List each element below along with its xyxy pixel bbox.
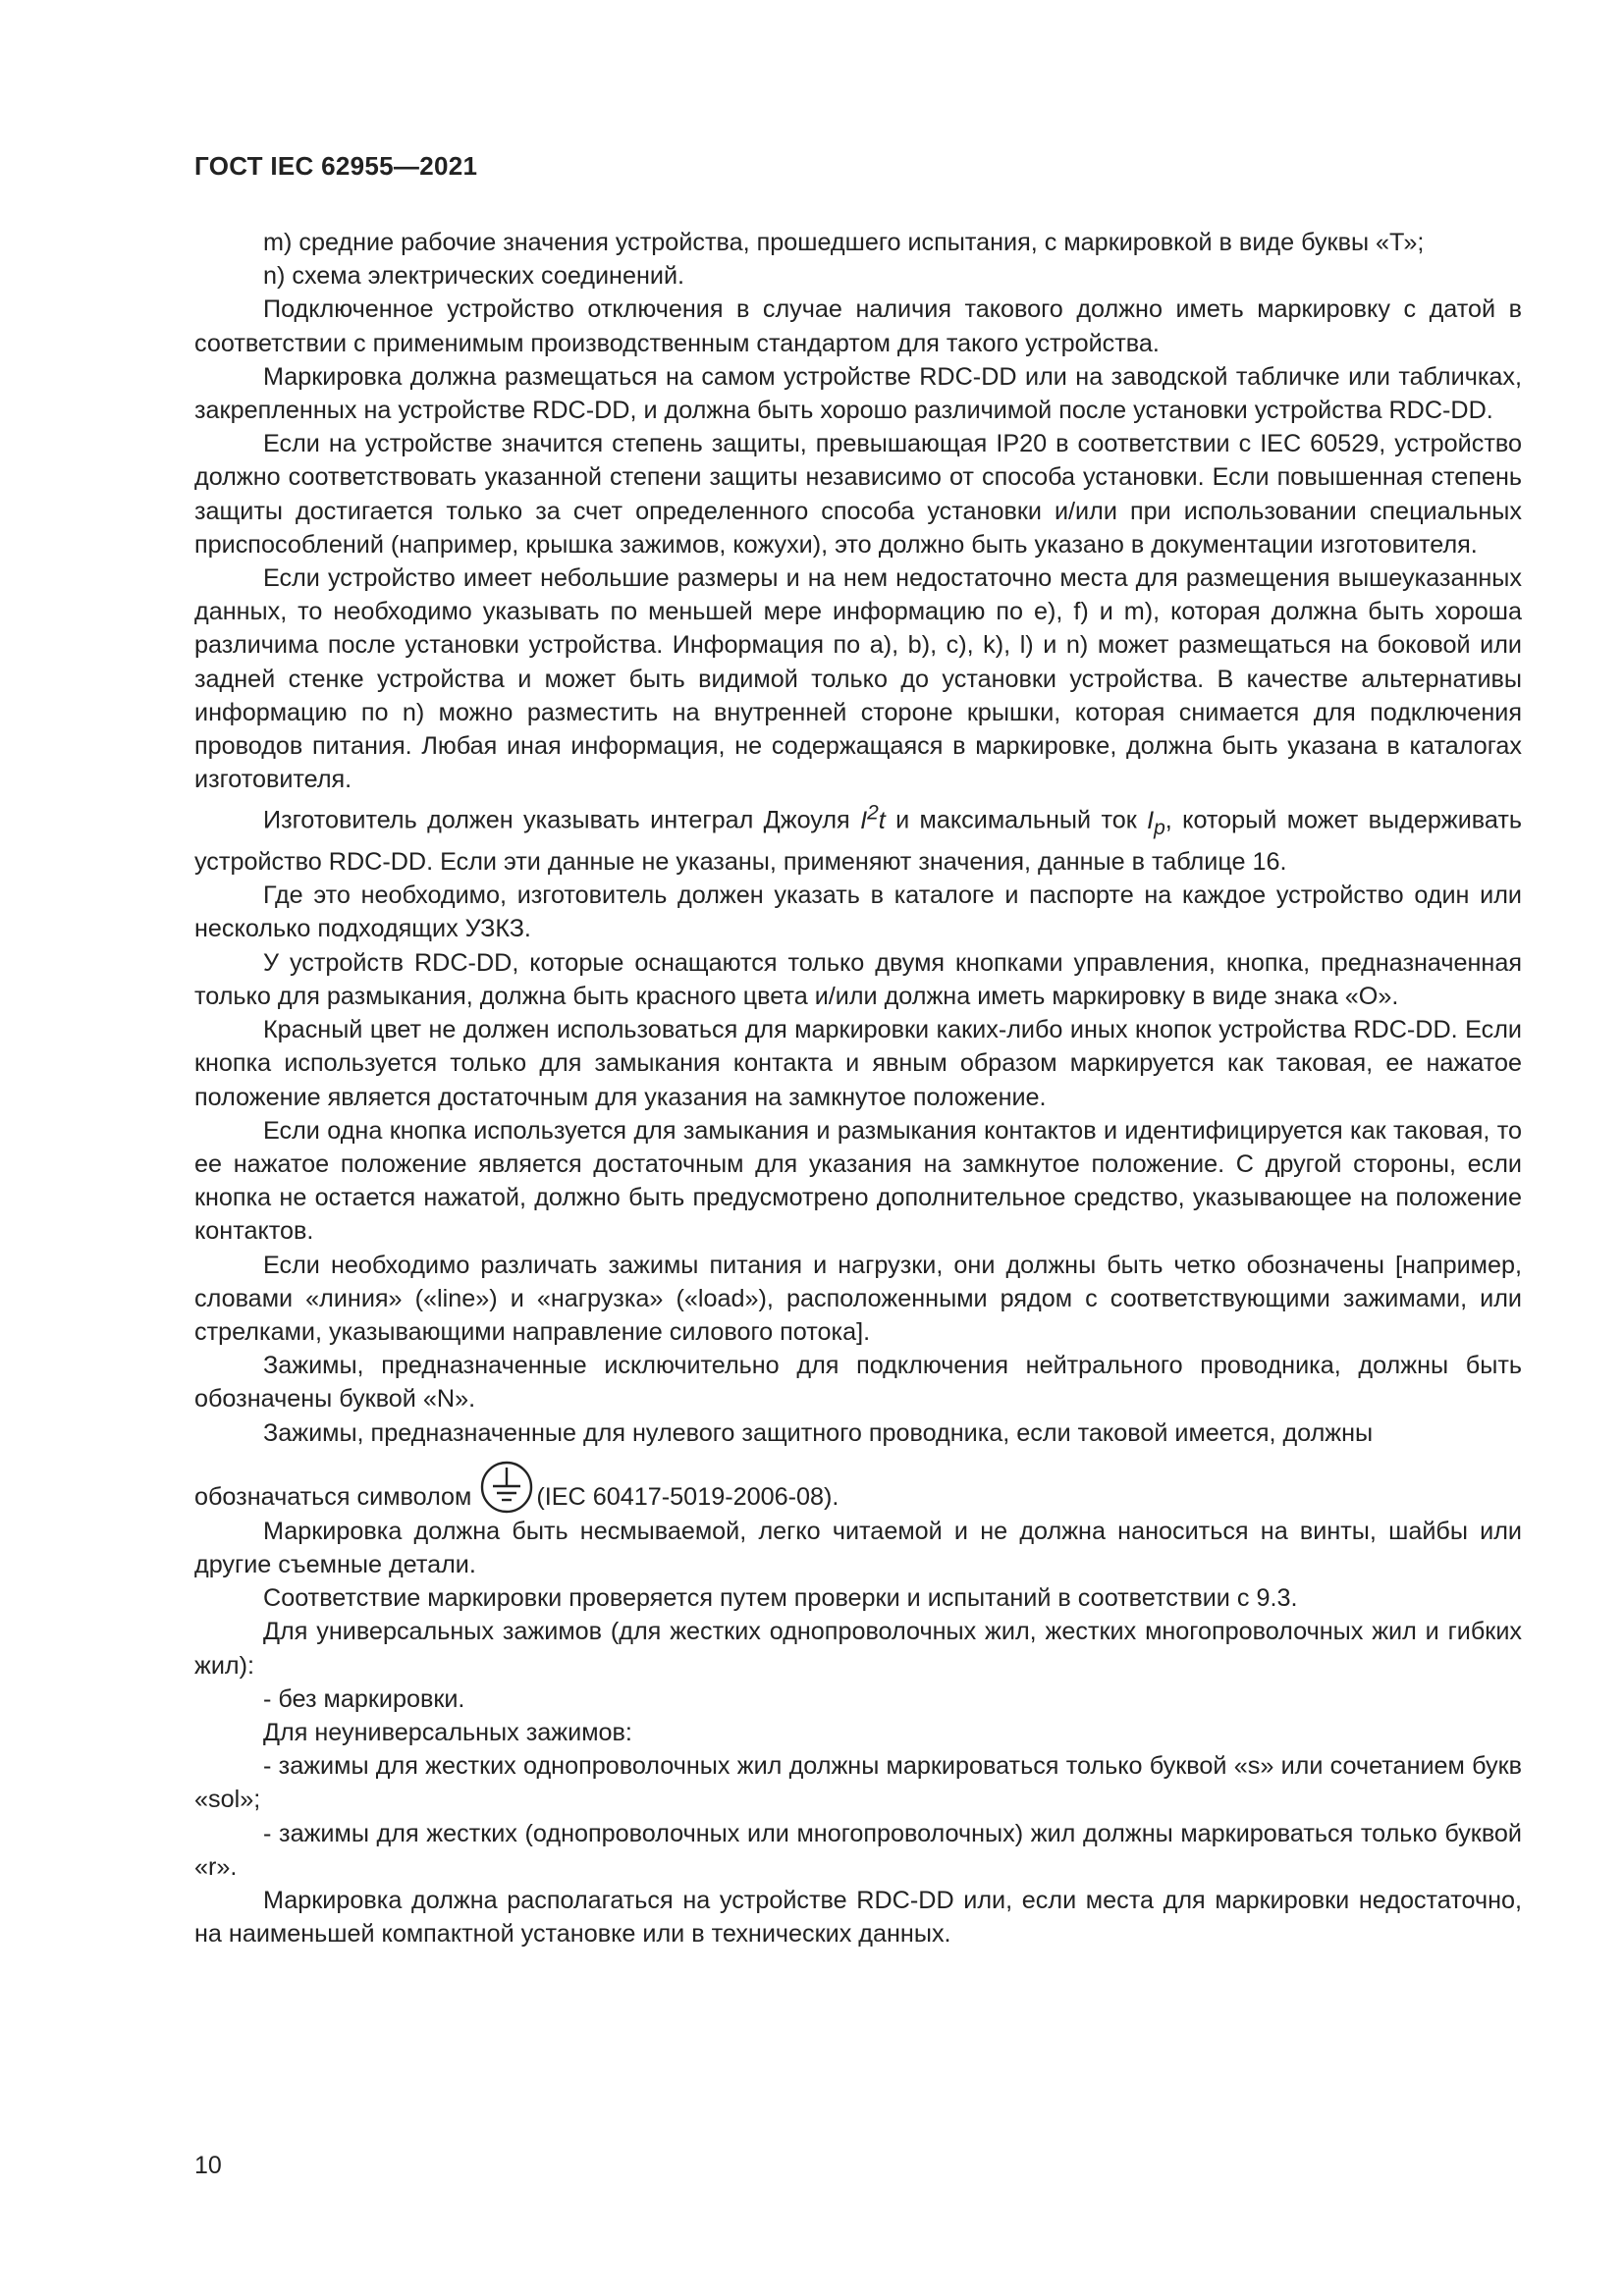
symbol-line [194,1460,1522,1515]
paragraph: Если устройство имеет небольшие размеры и на нем недостаточно места для размещения вышеуказанных данных, то необходимо указывать по меньшей мере информацию по е), f) и m), которая должна быть хороша различима после установки устройства. Информация по а), b), с), k), l) и n) может размещаться на боковой или задней стенке устройства и может быть видимой только до установки устройства. В качестве альтернативы информацию по n) можно разместить на внутренней стороне крышки, которая снимается для подключения проводов питания. Любая иная информация, не содержащаяся в маркировке, должна быть указана в каталогах изготовителя. [194,564,1522,794]
text-fragment: (IEC 60417-5019-2006-08). [536,1482,839,1511]
paragraph: Маркировка должна располагаться на устройстве RDC-DD или, если места для маркировки недостаточно, на наименьшей компактной установке или в технических данных. [194,1886,1522,1949]
paragraph: Красный цвет не должен использоваться для маркировки каких-либо иных кнопок устройства RDC-DD. Если кнопка используется только для замыкания контакта и явным образом маркируется как таковая, ее нажатое положение является достаточным для указания на замкнутое положение. [194,1016,1522,1111]
paragraph: Для универсальных зажимов (для жестких однопроволочных жил, жестких многопроволочных жил и гибких жил): [194,1618,1522,1680]
page-number: 10 [194,2152,222,2179]
paragraph: Если на устройстве значится степень защиты, превышающая IP20 в соответствии с IEC 60529, устройство должно соответствовать указанной степени защиты независимо от способа установки. Если повышенная степень защиты достигается только за счет определенного способа установки и/или при использовании специальных приспособлений (например, крышка зажимов, кожухи), это должно быть указано в документации изготовителя. [194,430,1522,559]
paragraph: Соответствие маркировки проверяется путем проверки и испытаний в соответствии с 9.3. [263,1584,1298,1613]
paragraph: Для неуниверсальных зажимов: [263,1718,632,1746]
list-item: - зажимы для жестких однопроволочных жил должны маркироваться только буквой «s» или сочетанием букв «sol»; [194,1752,1522,1814]
paragraph: Подключенное устройство отключения в случае наличия такового должно иметь маркировку с датой в соответствии с применимым производственным стандартом для такого устройства. [194,295,1522,357]
text-fragment: и максимальный ток [885,806,1148,834]
paragraph: У устройств RDC-DD, которые оснащаются только двумя кнопками управления, кнопка, предназначенная только для размыкания, должна быть красного цвета и/или должна иметь маркировку в виде знака «О». [194,948,1522,1010]
protective-earth-icon [479,1460,534,1515]
text-fragment: , который может выдерживать устройство RDC-DD. Если эти данные не указаны, применяют значения, данные в таблице 16. [194,806,1523,877]
paragraph: Если одна кнопка используется для замыкания и размыкания контактов и идентифицируется как таковая, то ее нажатое положение является достаточным для указания на замкнутое положение. С другой стороны, если кнопка не остается нажатой, должно быть предусмотрено дополнительное средство, указывающее на положение контактов. [194,1116,1522,1246]
max-current-symbol: $I_p$ [1147,806,1165,839]
joule-integral-symbol: $I^2t$ [860,801,886,834]
text-fragment: обозначаться символом [194,1482,472,1511]
paragraph: Где это необходимо, изготовитель должен указать в каталоге и паспорте на каждое устройство один или несколько подходящих УЗКЗ. [194,881,1522,943]
document-body [194,226,1522,1950]
text-fragment: Изготовитель должен указывать интеграл Джоуля [263,806,861,834]
document-header: ГОСТ IEC 62955—2021 [194,151,478,181]
paragraph: Зажимы, предназначенные исключительно для подключения нейтрального проводника, должны быть обозначены буквой «N». [194,1352,1522,1414]
joule-integral-paragraph [194,796,1522,879]
paragraph: n) схема электрических соединений. [263,262,685,291]
paragraph: Если необходимо различать зажимы питания и нагрузки, они должны быть четко обозначены [например, словами «линия» («line») и «нагрузка» («load»), расположенными рядом с соответствующими зажимами, или стрелками, указывающими направление силового потока]. [194,1251,1522,1346]
list-item: - без маркировки. [263,1684,465,1713]
paragraph: Зажимы, предназначенные для нулевого защитного проводника, если таковой имеется, должны [263,1418,1374,1447]
paragraph: Маркировка должна размещаться на самом устройстве RDC-DD или на заводской табличке или табличках, закрепленных на устройстве RDC-DD, и должна быть хорошо различимой после установки устройства RDC-DD. [194,362,1522,425]
list-item: - зажимы для жестких (однопроволочных или многопроволочных) жил должны маркироваться только буквой «r». [194,1819,1522,1881]
paragraph: Маркировка должна быть несмываемой, легко читаемой и не должна наноситься на винты, шайбы или другие съемные детали. [194,1517,1522,1578]
paragraph: m) средние рабочие значения устройства, прошедшего испытания, с маркировкой в виде буквы «Т»; [263,229,1425,256]
